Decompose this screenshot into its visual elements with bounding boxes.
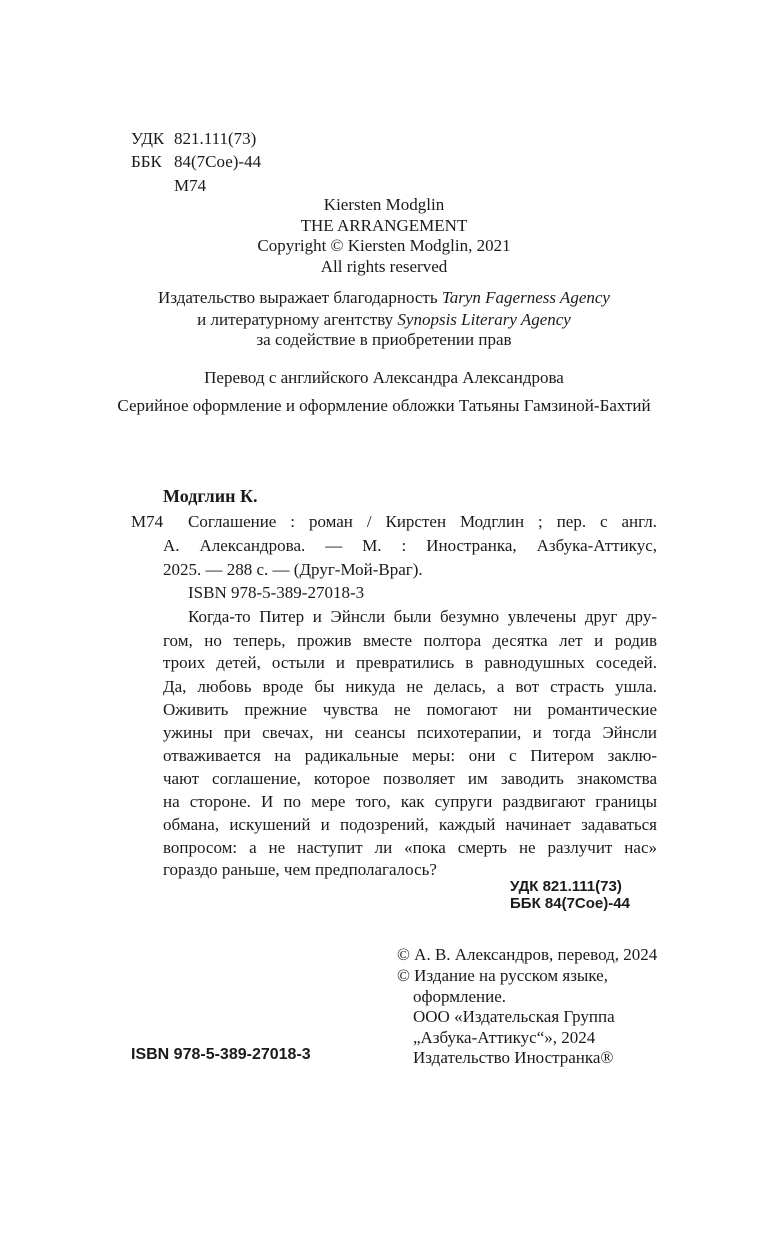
- copyright-line: Издательство Иностранка®: [413, 1048, 614, 1067]
- agency-name-2: Synopsis Literary Agency: [397, 310, 571, 329]
- catalog-entry-line: А. Александрова. — М. : Иностранка, Азбука-Аттикус,: [163, 536, 657, 555]
- copyright-line: оформление.: [413, 987, 507, 1006]
- udk-label: УДК: [131, 129, 165, 148]
- udk-value: 821.111(73): [174, 129, 257, 148]
- annotation-line: Да, любовь вроде бы никуда не делась, а вот страсть ушла.: [163, 677, 657, 696]
- original-title: THE ARRANGEMENT: [300, 216, 468, 235]
- copyright-line: „Азбука-Аттикус“», 2024: [413, 1028, 596, 1047]
- copyright-line: ООО «Издательская Группа: [413, 1007, 615, 1026]
- annotation-line: отваживается на радикальные меры: они с Питером заклю-: [163, 746, 657, 765]
- bbk-label: ББК: [131, 152, 162, 171]
- catalog-author-heading: Модглин К.: [163, 486, 258, 506]
- rights-reserved: All rights reserved: [320, 257, 448, 276]
- annotation-line: Оживить прежние чувства не помогают ни романтические: [163, 700, 657, 719]
- acknowledgement-line-3: за содействие в приобретении прав: [256, 330, 512, 349]
- annotation-line: обмана, искушений и подозрений, каждый начинает задаваться: [163, 815, 657, 834]
- catalog-sign: М74: [131, 512, 164, 531]
- annotation-line: вопросом: а не наступит ли «пока смерть не разлучит нас»: [163, 838, 657, 857]
- original-author: Kiersten Modglin: [323, 195, 445, 214]
- agency-name-1: Taryn Fagerness Agency: [441, 288, 610, 307]
- catalog-bbk: ББК 84(7Сое)-44: [510, 895, 630, 912]
- annotation-line: на стороне. И по мере того, как супруги раздвигают границы: [163, 792, 657, 811]
- copyright-line: © А. В. Александров, перевод, 2024: [397, 945, 658, 964]
- catalog-entry-line: Соглашение : роман / Кирстен Модглин ; пер. с англ.: [188, 512, 657, 531]
- annotation-line: чают соглашение, которое позволяет им заводить знакомства: [163, 769, 657, 788]
- catalog-entry-line: 2025. — 288 с. — (Друг-Мой-Враг).: [163, 560, 423, 579]
- annotation-line: гом, но теперь, прожив вместе полтора десятка лет и родив: [163, 631, 657, 650]
- annotation-line: гораздо раньше, чем предполагалось?: [163, 860, 437, 879]
- design-credit: Серийное оформление и оформление обложки Татьяны Гамзиной-Бахтий: [117, 396, 651, 415]
- annotation-line: Когда-то Питер и Эйнсли были безумно увлечены друг дру-: [188, 607, 657, 626]
- author-sign: М74: [174, 176, 207, 195]
- ack-text-2: и литературному агентству: [197, 310, 394, 329]
- acknowledgement-line-2: [0, 310, 768, 330]
- footer-isbn: ISBN 978-5-389-27018-3: [131, 1046, 311, 1063]
- ack-text-1: Издательство выражает благодарность: [158, 288, 438, 307]
- catalog-isbn: ISBN 978-5-389-27018-3: [188, 583, 365, 602]
- bbk-value: 84(7Сое)-44: [174, 152, 262, 171]
- catalog-udk: УДК 821.111(73): [510, 878, 622, 895]
- annotation-line: ужины при свечах, ни сеансы психотерапии, и тогда Эйнсли: [163, 723, 657, 742]
- original-copyright: Copyright © Kiersten Modglin, 2021: [257, 236, 511, 255]
- translation-credit: Перевод с английского Александра Александрова: [204, 368, 564, 387]
- acknowledgement-line-1: [0, 288, 768, 308]
- annotation-line: троих детей, остыли и превратились в равнодушных соседей.: [163, 653, 657, 672]
- copyright-line: © Издание на русском языке,: [397, 966, 608, 985]
